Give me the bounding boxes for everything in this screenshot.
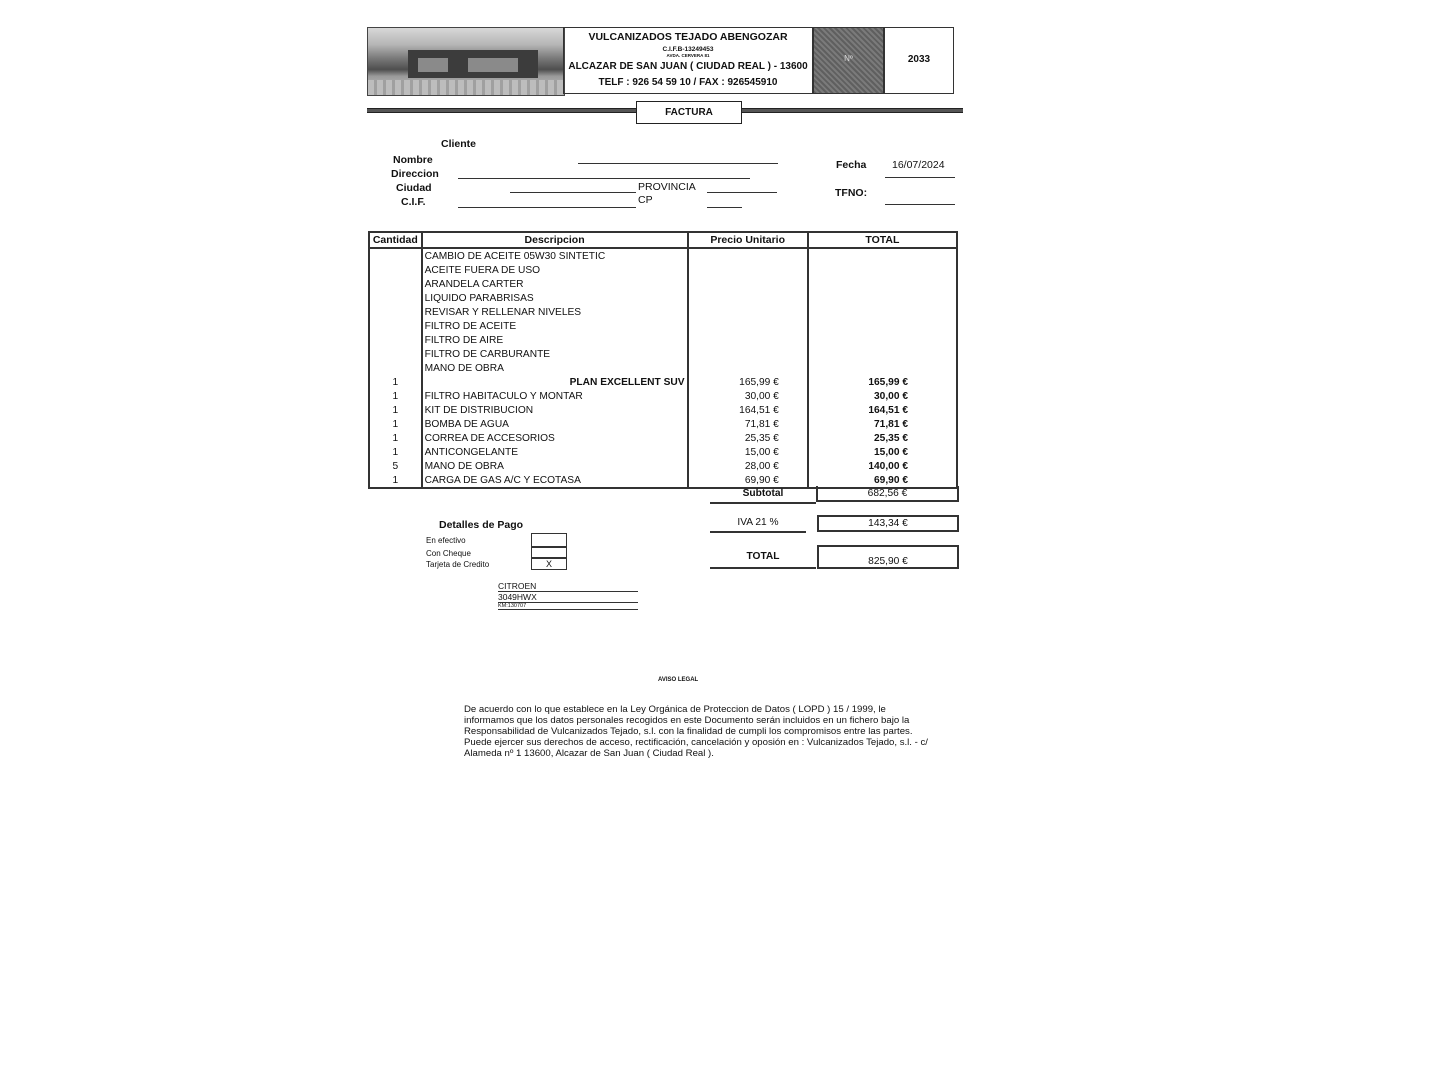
payment-cash-box[interactable]	[531, 533, 567, 547]
client-name-line	[578, 163, 778, 164]
client-city-line	[510, 192, 636, 193]
table-row	[369, 277, 957, 291]
phone-label: TFNO:	[835, 187, 868, 199]
row-price	[688, 248, 808, 263]
vehicle-km: KM:130707	[498, 603, 638, 610]
legal-text: De acuerdo con lo que establece en la Ley Orgánica de Proteccion de Datos ( LOPD ) 15 / 1999, le informamos que los datos personales recogidos en este Documento serán incluidos en un fichero bajo la Responsabilidad de Vulcanizados Tejado, s.l. con la finalidad de cumpli los compromisos entre las partes. Puede ejercer sus derechos de acceso, rectificación, cancelación y oposión en : Vulcanizados Tejado, s.l. - c/ Alameda nº 1 13600, Alcazar de San Juan ( Ciudad Real ).	[464, 704, 928, 759]
table-row	[369, 417, 957, 431]
row-desc: FILTRO DE AIRE	[422, 333, 688, 347]
subtotal-label: Subtotal	[710, 488, 816, 504]
row-total: 164,51 €	[808, 403, 957, 417]
window-shape	[418, 58, 448, 72]
row-total	[808, 347, 957, 361]
row-desc: MANO DE OBRA	[422, 459, 688, 473]
row-total	[808, 263, 957, 277]
row-qty	[369, 277, 422, 291]
row-qty	[369, 347, 422, 361]
client-address-line	[458, 178, 750, 179]
row-total: 165,99 €	[808, 375, 957, 389]
row-total: 25,35 €	[808, 431, 957, 445]
row-qty: 1	[369, 403, 422, 417]
row-qty: 1	[369, 473, 422, 488]
row-price: 15,00 €	[688, 445, 808, 459]
invoice-number-label: Nº	[844, 54, 853, 63]
company-street: AVDA. CERVERA 81	[666, 53, 710, 58]
row-desc: FILTRO HABITACULO Y MONTAR	[422, 389, 688, 403]
row-desc: FILTRO DE CARBURANTE	[422, 347, 688, 361]
vehicle-plate: 3049HWX	[498, 592, 638, 603]
header-unit-price: Precio Unitario	[688, 232, 808, 248]
row-price	[688, 305, 808, 319]
row-qty: 1	[369, 375, 422, 389]
row-desc: PLAN EXCELLENT SUV	[422, 375, 688, 389]
row-desc: ARANDELA CARTER	[422, 277, 688, 291]
client-cif-label: C.I.F.	[401, 196, 426, 208]
row-total: 30,00 €	[808, 389, 957, 403]
row-total	[808, 333, 957, 347]
document-title: FACTURA	[636, 101, 742, 124]
date-label: Fecha	[836, 159, 867, 171]
row-price	[688, 291, 808, 305]
row-desc: LIQUIDO PARABRISAS	[422, 291, 688, 305]
row-desc: CARGA DE GAS A/C Y ECOTASA	[422, 473, 688, 488]
client-name-label: Nombre	[393, 154, 433, 166]
row-price	[688, 361, 808, 375]
row-price	[688, 263, 808, 277]
row-total: 69,90 €	[808, 473, 957, 488]
client-city-label: Ciudad	[396, 182, 432, 194]
payment-cheque-label: Con Cheque	[426, 549, 471, 558]
client-address-label: Direccion	[391, 168, 439, 180]
row-qty	[369, 291, 422, 305]
client-province-label: PROVINCIA	[638, 181, 696, 193]
row-price: 164,51 €	[688, 403, 808, 417]
table-row	[369, 403, 957, 417]
company-city: ALCAZAR DE SAN JUAN ( CIUDAD REAL ) - 13600	[568, 61, 808, 72]
table-row	[369, 305, 957, 319]
payment-card-label: Tarjeta de Credito	[426, 560, 490, 569]
client-cp-line	[707, 207, 742, 208]
invoice-number-label-box	[813, 27, 884, 94]
row-price: 69,90 €	[688, 473, 808, 488]
row-qty	[369, 305, 422, 319]
row-qty: 1	[369, 389, 422, 403]
table-row	[369, 248, 957, 263]
row-total	[808, 305, 957, 319]
table-row	[369, 459, 957, 473]
row-total	[808, 319, 957, 333]
row-price	[688, 277, 808, 291]
row-price: 71,81 €	[688, 417, 808, 431]
table-header-row	[369, 232, 957, 248]
payment-title: Detalles de Pago	[439, 519, 524, 531]
row-qty	[369, 263, 422, 277]
company-photo	[367, 27, 565, 96]
client-province-line	[707, 192, 777, 193]
legal-title: AVISO LEGAL	[658, 677, 699, 683]
table-row	[369, 347, 957, 361]
table-row	[369, 375, 957, 389]
row-desc: KIT DE DISTRIBUCION	[422, 403, 688, 417]
row-desc: REVISAR Y RELLENAR NIVELES	[422, 305, 688, 319]
row-total	[808, 277, 957, 291]
row-qty	[369, 361, 422, 375]
row-price: 28,00 €	[688, 459, 808, 473]
row-price: 25,35 €	[688, 431, 808, 445]
client-cif-line	[458, 207, 636, 208]
payment-card-box[interactable]: X	[531, 558, 567, 570]
row-desc: MANO DE OBRA	[422, 361, 688, 375]
phone-line	[885, 204, 955, 205]
header-description: Descripcion	[422, 232, 688, 248]
row-price: 165,99 €	[688, 375, 808, 389]
table-row	[369, 431, 957, 445]
company-phone: TELF : 926 54 59 10 / FAX : 926545910	[598, 77, 778, 88]
table-row	[369, 291, 957, 305]
client-section-label: Cliente	[441, 138, 477, 150]
road-shape	[368, 80, 564, 95]
table-row	[369, 333, 957, 347]
row-total: 15,00 €	[808, 445, 957, 459]
row-price	[688, 319, 808, 333]
payment-cheque-box[interactable]	[531, 547, 567, 558]
row-total: 71,81 €	[808, 417, 957, 431]
row-total	[808, 361, 957, 375]
total-value: 825,90 €	[817, 545, 959, 569]
table-row	[369, 263, 957, 277]
row-desc: CAMBIO DE ACEITE 05W30 SINTETIC	[422, 248, 688, 263]
invoice-number: 2033	[884, 27, 954, 94]
row-qty	[369, 319, 422, 333]
table-row	[369, 361, 957, 375]
total-label: TOTAL	[710, 551, 816, 569]
company-info	[563, 27, 813, 94]
header-total: TOTAL	[808, 232, 957, 248]
row-desc: FILTRO DE ACEITE	[422, 319, 688, 333]
row-qty	[369, 248, 422, 263]
row-desc: ANTICONGELANTE	[422, 445, 688, 459]
row-total	[808, 291, 957, 305]
row-desc: ACEITE FUERA DE USO	[422, 263, 688, 277]
table-row	[369, 389, 957, 403]
table-row	[369, 445, 957, 459]
iva-value: 143,34 €	[817, 515, 959, 532]
row-qty: 1	[369, 431, 422, 445]
window-shape	[468, 58, 518, 72]
date-value: 16/07/2024	[892, 159, 945, 171]
vehicle-make: CITROEN	[498, 581, 638, 592]
row-price	[688, 347, 808, 361]
iva-label: IVA 21 %	[710, 517, 806, 533]
row-total	[808, 248, 957, 263]
row-total: 140,00 €	[808, 459, 957, 473]
row-price	[688, 333, 808, 347]
client-cp-label: CP	[638, 194, 653, 206]
header-quantity: Cantidad	[369, 232, 422, 248]
subtotal-value: 682,56 €	[816, 486, 959, 502]
row-qty: 1	[369, 417, 422, 431]
company-cif: C.I.F.B-13249453	[662, 46, 714, 53]
company-name: VULCANIZADOS TEJADO ABENGOZAR	[588, 31, 788, 43]
items-table	[368, 231, 958, 489]
row-qty: 5	[369, 459, 422, 473]
row-desc: BOMBA DE AGUA	[422, 417, 688, 431]
date-line	[885, 177, 955, 178]
table-row	[369, 319, 957, 333]
row-price: 30,00 €	[688, 389, 808, 403]
row-qty	[369, 333, 422, 347]
row-desc: CORREA DE ACCESORIOS	[422, 431, 688, 445]
payment-cash-label: En efectivo	[426, 536, 466, 545]
row-qty: 1	[369, 445, 422, 459]
